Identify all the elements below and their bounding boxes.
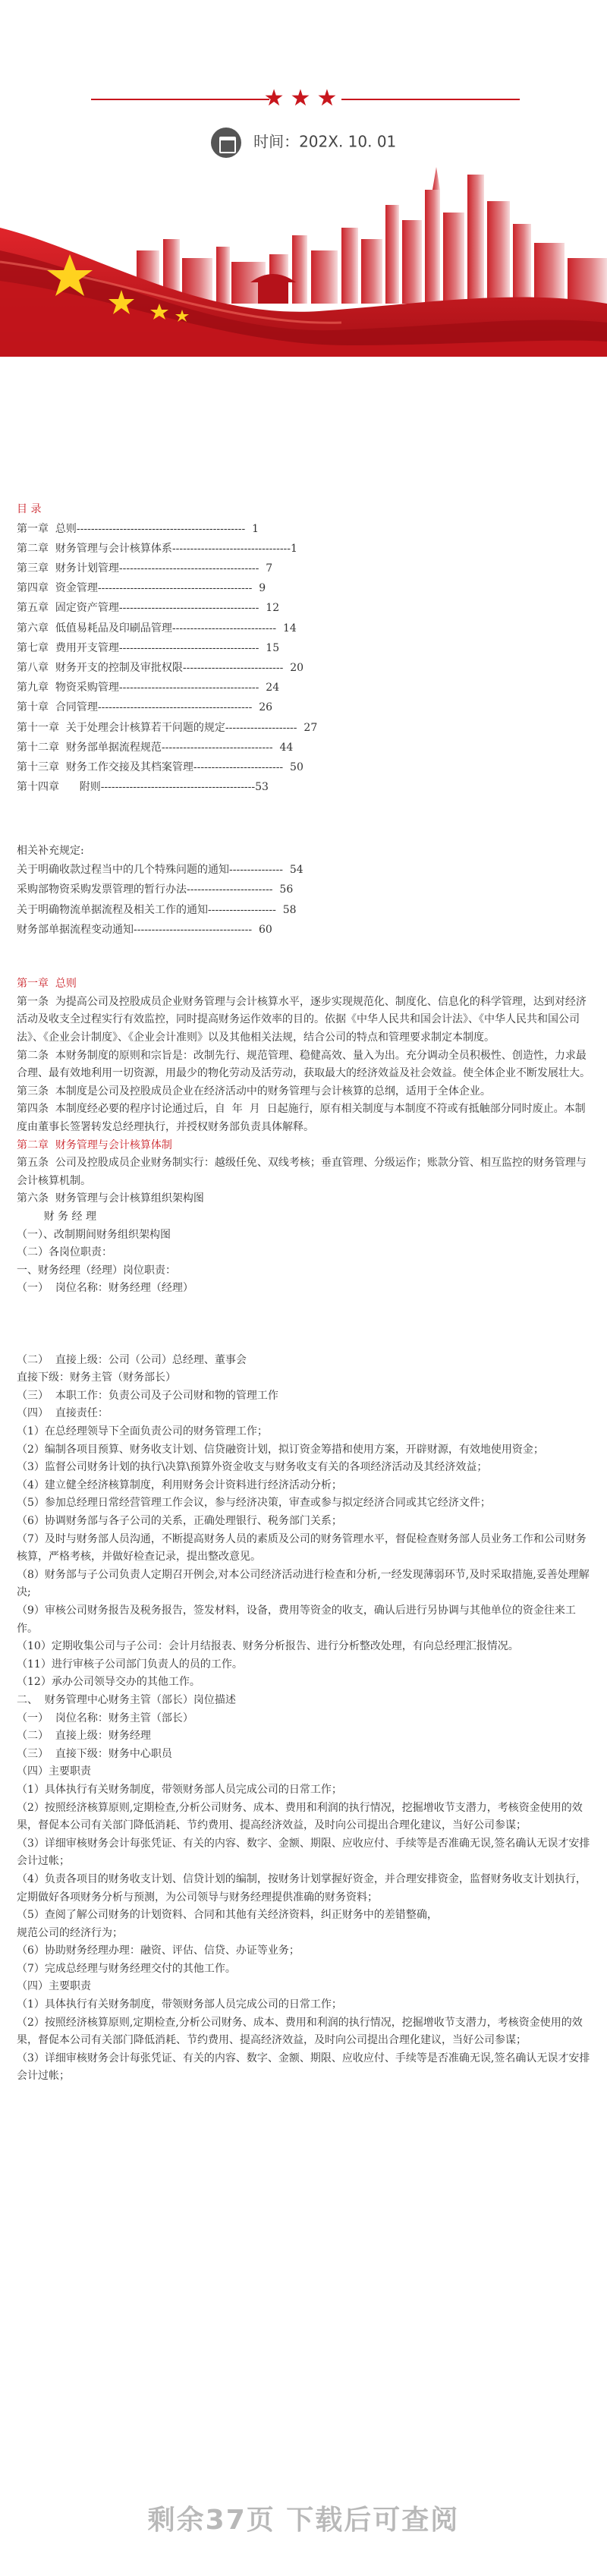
paragraph: （3）详细审核财务会计每张凭证、有关的内容、数字、金额、期限、应收应付、手续等是否准确无误,签名确认无误才安排会计过帐； xyxy=(17,1837,590,1868)
paragraph: 第六条 财务管理与会计核算组织架构图 xyxy=(17,1192,204,1205)
paragraph: （9）审核公司财务报告及税务报告，签发材料，设备，费用等资金的收支，确认后进行另协调与其他单位的资金往来工作。 xyxy=(17,1604,576,1635)
paragraph: （1）在总经理领导下全面负责公司的财务管理工作； xyxy=(17,1425,268,1438)
paragraph: （1）具体执行有关财务制度，带领财务部人员完成公司的日常工作； xyxy=(17,1998,342,2011)
toc-item: 第十二章 财务部单据流程规范------------------------------- 44 xyxy=(17,741,294,754)
paragraph: （7）及时与财务部人员沟通，不断提高财务人员的素质及公司的财务管理水平，督促检查财务部人员业务工作和公司财务核算，严格考核，并做好检查记录，提出整改意见。 xyxy=(17,1532,587,1564)
supplement-item: 关于明确物流单据流程及相关工作的通知------------------- 58 xyxy=(17,903,297,916)
paragraph: 二、 财务管理中心财务主管（部长）岗位描述 xyxy=(17,1693,236,1706)
supplement-item: 关于明确收款过程当中的几个特殊问题的通知--------------- 54 xyxy=(17,864,304,877)
paragraph: （5）参加总经理日常经营管理工作会议，参与经济决策，审查或参与拟定经济合同或其它经济文件； xyxy=(17,1497,491,1510)
paragraph: 第二条 本财务制度的原则和宗旨是：改制先行、规范管理、稳健高效、量入为出。充分调动全员积极性、创造性，力求最合理、最有效地利用一切资源，用最少的物化劳动及活劳动，获取最大的经济效益及社会效益。使全体企业不断发展壮大。 xyxy=(17,1049,590,1080)
toc-item: 第六章 低值易耗品及印刷品管理----------------------------- 14 xyxy=(17,622,297,635)
chapter-1-title: 第一章 总则 xyxy=(17,978,77,990)
paragraph: （一） 岗位名称：财务经理（经理） xyxy=(17,1282,193,1295)
skyline-flag-illustration xyxy=(0,0,607,357)
paragraph: （4）建立健全经济核算制度，利用财务会计资料进行经济活动分析； xyxy=(17,1479,342,1491)
paragraph: （4）负责各项目的财务收支计划、信贷计划的编制，按财务计划掌握好资金，并合理安排资金，监督财务收支计划执行，定期做好各项财务分析与预测，为公司领导与财务经理提供准确的财务资料； xyxy=(17,1872,587,1904)
paragraph: （1）具体执行有关财务制度，带领财务部人员完成公司的日常工作； xyxy=(17,1783,342,1796)
paragraph: 第三条 本制度是公司及控股成员企业在经济活动中的财务管理与会计核算的总纲，适用于全体企业。 xyxy=(17,1085,491,1097)
toc-item: 第三章 财务计划管理--------------------------------------- 7 xyxy=(17,562,273,575)
paragraph: （10）定期收集公司与子公司：会计月结报表、财务分析报告、进行分析整改处理，有向总经理汇报情况。 xyxy=(17,1640,519,1653)
star-row-icon: ★★★ xyxy=(263,85,344,112)
paragraph: （2）按照经济核算原则,定期检查,分析公司财务、成本、费用和利润的执行情况，挖掘增收节支潜力，考核资金使用的效果，督促本公司有关部门降低消耗、节约费用、提高经济效益，及时向公司提出合理化建议，当好公司参谋； xyxy=(17,2016,583,2047)
paragraph: （二） 直接上级：财务经理 xyxy=(17,1730,151,1743)
toc-item: 第五章 固定资产管理--------------------------------------- 12 xyxy=(17,602,280,615)
header-banner xyxy=(0,0,607,357)
paragraph: 第一条 为提高公司及控股成员企业财务管理与会计核算水平，逐步实现规范化、制度化、信息化的科学管理，达到对经济活动及收支全过程实行有效监控，同时提高财务运作效率的目的。依据《中华人民共和国会计法》、《中华人民共和国公司法》、《企业会计制度》、《企业会计准则》以及其他相关法规，结合公司的特点和管理要求制定本制度。 xyxy=(17,995,587,1044)
paragraph: （四）主要职责 xyxy=(17,1765,91,1778)
supplement-list xyxy=(17,860,593,940)
paragraph: （四） 直接责任： xyxy=(17,1407,109,1420)
paragraph: （三） 直接下级：财务中心职员 xyxy=(17,1747,172,1760)
paragraph: （二） 直接上级：公司（公司）总经理、董事会 xyxy=(17,1353,247,1366)
paragraph: （3）监督公司财务计划的执行\决算\预算外资金收支与财务收支有关的各项经济活动及其经济效益； xyxy=(17,1461,488,1474)
toc-item: 第九章 物资采购管理--------------------------------------- 24 xyxy=(17,682,280,694)
paragraph: （11）进行审核子公司部门负责人的员的工作。 xyxy=(17,1658,243,1671)
download-notice[interactable]: 剩余37页 下载后可查阅 xyxy=(147,2505,460,2536)
toc-item: 第八章 财务开支的控制及审批权限---------------------------- 20 xyxy=(17,662,304,675)
toc-item: 第十一章 关于处理会计核算若干问题的规定-------------------- 27 xyxy=(17,721,318,734)
time-label: 时间：202X. 10. 01 xyxy=(253,132,397,151)
toc-item: 第十章 合同管理------------------------------------------- 26 xyxy=(17,701,273,714)
toc-item: 第十三章 财务工作交接及其档案管理------------------------- 50 xyxy=(17,761,304,774)
paragraph: （2）编制各项目预算、财务收支计划、信贷融资计划，拟订资金筹措和使用方案，开辟财源，有效地使用资金； xyxy=(17,1443,544,1456)
paragraph: （一） 岗位名称：财务主管（部长） xyxy=(17,1712,193,1724)
toc-title: 目 录 xyxy=(17,503,42,515)
paragraph: 直接下级：财务主管（财务部长） xyxy=(17,1371,176,1384)
paragraph: 财 务 经 理 xyxy=(17,1210,96,1223)
chapter-2-title: 第二章 财务管理与会计核算体制 xyxy=(17,1138,172,1151)
toc-list xyxy=(17,519,593,798)
toc-item: 第四章 资金管理------------------------------------------- 9 xyxy=(17,582,266,595)
paragraph: （7）完成总经理与财务经理交付的其他工作。 xyxy=(17,1962,236,1975)
paragraph: （12）承办公司领导交办的其他工作。 xyxy=(17,1676,200,1689)
supplement-item: 采购部物资采购发票管理的暂行办法------------------------ 56 xyxy=(17,883,294,896)
paragraph: 规范公司的经济行为； xyxy=(17,1926,123,1939)
toc-item: 第一章 总则----------------------------------------------- 1 xyxy=(17,522,259,535)
paragraph: （8）财务部与子公司负责人定期召开例会,对本公司经济活动进行检查和分析,一经发现薄弱环节,及时采取措施,妥善处理解决; xyxy=(17,1568,590,1599)
document-body xyxy=(17,501,593,2086)
toc-item: 第十四章 附则-------------------------------------------53 xyxy=(17,781,269,794)
supplement-title: 相关补充规定: xyxy=(17,844,84,857)
paragraph: 第四条 本制度经必要的程序讨论通过后，自 年 月 日起施行，原有相关制度与本制度不符或有抵触部分同时废止。本制度由董事长签署转发总经理执行，并授权财务部负责具体解释。 xyxy=(17,1103,586,1133)
paragraph: （6）协调财务部与各子公司的关系，正确处理银行、税务部门关系； xyxy=(17,1515,342,1528)
paragraph: （3）详细审核财务会计每张凭证、有关的内容、数字、金额、期限、应收应付、手续等是否准确无误,签名确认无误才安排会计过帐； xyxy=(17,2052,590,2083)
paragraph: （四）主要职责 xyxy=(17,1980,91,1993)
paragraph: （2）按照经济核算原则,定期检查,分析公司财务、成本、费用和利润的执行情况，挖掘增收节支潜力，考核资金使用的效果，督促本公司有关部门降低消耗、节约费用、提高经济效益，及时向公司提出合理化建议，当好公司参谋； xyxy=(17,1801,583,1832)
paragraph: （5）查阅了解公司财务的计划资料、合同和其他有关经济资料，纠正财务中的差错整确， xyxy=(17,1909,438,1922)
paragraph: 第五条 公司及控股成员企业财务制实行：越级任免、双线考核；垂直管理、分级运作；账款分管、相互监控的财务管理与会计核算机制。 xyxy=(17,1157,587,1187)
paragraph: （一）、改制期间财务组织架构图 xyxy=(17,1228,171,1241)
toc-item: 第二章 财务管理与会计核算体系---------------------------------1 xyxy=(17,542,297,555)
paragraph: （6）协助财务经理办理：融资、评估、信贷、办证等业务； xyxy=(17,1945,300,1957)
paragraph: （三） 本职工作：负责公司及子公司财和物的管理工作 xyxy=(17,1389,278,1402)
toc-item: 第七章 费用开支管理--------------------------------------- 15 xyxy=(17,641,280,654)
paragraph: （二）各岗位职责： xyxy=(17,1246,112,1259)
paragraph: 一、财务经理（经理）岗位职责： xyxy=(17,1264,176,1277)
supplement-item: 财务部单据流程变动通知--------------------------------- 60 xyxy=(17,923,272,936)
